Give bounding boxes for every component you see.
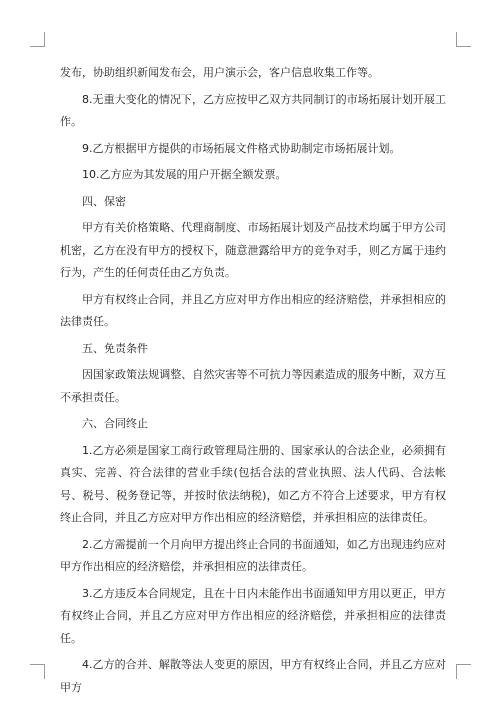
paragraph-termination-4: 4.乙方的合并、解散等法人变更的原因，甲方有权终止合同，并且乙方应对甲方 [60,658,446,694]
crop-mark-top-right [456,32,471,47]
crop-mark-bottom-left [30,664,45,679]
paragraph-confidentiality-1: 甲方有关价格策略、代理商制度、市场拓展计划及产品技术均属于甲方公司机密，乙方在没有甲方的授权下，随意泄露给甲方的竞争对手，则乙方属于违约行为，产生的任何责任由乙方负责。 [60,221,446,279]
paragraph-confidentiality-2: 甲方有权终止合同，并且乙方应对甲方作出相应的经济赔偿，并承担相应的法律责任。 [60,292,446,328]
paragraph-continuation: 发布，协助组织新闻发布会，用户演示会，客户信息收集工作等。 [60,66,379,79]
section-heading-termination: 六、合同终止 [82,417,148,430]
paragraph-item-8: 8.无重大变化的情况下，乙方应按甲乙双方共同制订的市场拓展计划开展工作。 [60,92,446,128]
document-body [60,62,446,703]
section-heading-exemption: 五、免责条件 [82,341,148,355]
paragraph-termination-2: 2.乙方需提前一个月向甲方提出终止合同的书面通知，如乙方出现违约应对甲方作出相应的经济赔偿，并承担相应的法律责任。 [60,537,446,573]
paragraph-termination-3: 3.乙方违反本合同规定，且在十日内未能作出书面通知甲方用以更正，甲方有权终止合同，并且乙方应对甲方作出相应的经济赔偿，并承担相应的法律责任。 [60,586,446,645]
paragraph-termination-1: 1.乙方必须是国家工商行政管理局注册的、国家承认的合法企业，必须拥有真实、完善、符合法律的营业手续(包括合法的营业执照、法人代码、合法帐号、税号、税务登记等，并按时依法纳税)，如乙方不符合上述要求，甲方有权终止合同，并且乙方应对甲方作出相应的经济赔偿，并承担相应的法律责任。 [60,443,446,524]
paragraph-item-9: 9.乙方根据甲方提供的市场拓展文件格式协助制定市场拓展计划。 [82,141,401,155]
paragraph-item-10: 10.乙方应为其发展的用户开据全额发票。 [82,168,287,181]
section-heading-confidentiality: 四、保密 [82,194,126,208]
crop-mark-top-left [30,32,45,47]
crop-mark-bottom-right [456,664,471,679]
paragraph-exemption: 因国家政策法规调整、自然灾害等不可抗力等因素造成的服务中断，双方互不承担责任。 [60,368,446,404]
